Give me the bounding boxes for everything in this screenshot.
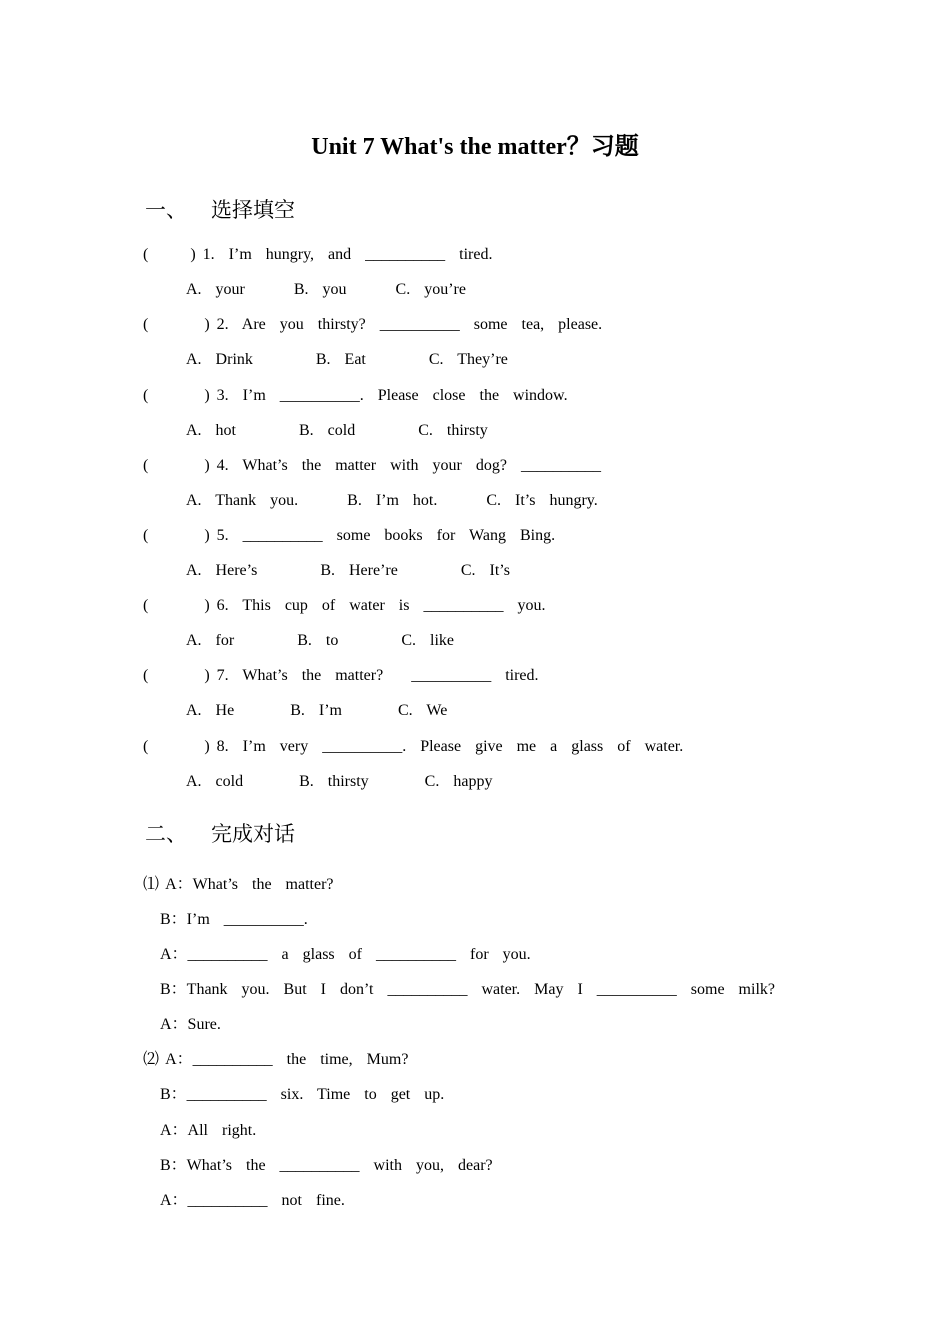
question-5: ( ) 5. __________ some books for Wang Bing.	[143, 527, 556, 544]
dialogue-line: A：All right.	[160, 1122, 257, 1139]
dialogue-line: A：Sure.	[160, 1016, 221, 1033]
section-name: 选择填空	[211, 198, 295, 222]
question-7: ( ) 7. What’s the matter? __________ tired.	[143, 667, 539, 684]
question-3-options: A. hot B. cold C. thirsty	[186, 422, 488, 439]
dialogue-line: ⑴ A：What’s the matter?	[143, 876, 334, 893]
section-number: 二、	[145, 822, 187, 846]
question-6: ( ) 6. This cup of water is __________ you.	[143, 597, 546, 614]
dialogue-line: A：__________ a glass of __________ for you.	[160, 946, 531, 963]
section-heading-dialogue	[145, 818, 295, 848]
question-2-options: A. Drink B. Eat C. They’re	[186, 351, 508, 368]
page-title: Unit 7 What's the matter？习题	[311, 134, 639, 160]
question-1-options: A. your B. you C. you’re	[186, 281, 466, 298]
question-3: ( ) 3. I’m __________. Please close the window.	[143, 387, 568, 404]
question-5-options: A. Here’s B. Here’re C. It’s	[186, 562, 510, 579]
section-heading-multiple-choice	[145, 194, 295, 224]
question-8: ( ) 8. I’m very __________. Please give me a glass of water.	[143, 738, 684, 755]
question-4-options: A. Thank you. B. I’m hot. C. It’s hungry.	[186, 492, 598, 509]
question-4: ( ) 4. What’s the matter with your dog? __________	[143, 457, 601, 474]
question-6-options: A. for B. to C. like	[186, 632, 454, 649]
section-number: 一、	[145, 198, 187, 222]
question-7-options: A. He B. I’m C. We	[186, 702, 448, 719]
dialogue-line: ⑵ A：__________ the time, Mum?	[143, 1051, 409, 1068]
dialogue-line: B：__________ six. Time to get up.	[160, 1086, 445, 1103]
question-8-options: A. cold B. thirsty C. happy	[186, 773, 493, 790]
dialogue-line: B：I’m __________.	[160, 911, 308, 928]
question-2: ( ) 2. Are you thirsty? __________ some tea, please.	[143, 316, 603, 333]
question-1: ( ) 1. I’m hungry, and __________ tired.	[143, 246, 493, 263]
dialogue-line: B：Thank you. But I don’t __________ water. May I __________ some milk?	[160, 981, 775, 998]
dialogue-line: A：__________ not fine.	[160, 1192, 345, 1209]
dialogue-line: B：What’s the __________ with you, dear?	[160, 1157, 493, 1174]
section-name: 完成对话	[211, 822, 295, 846]
